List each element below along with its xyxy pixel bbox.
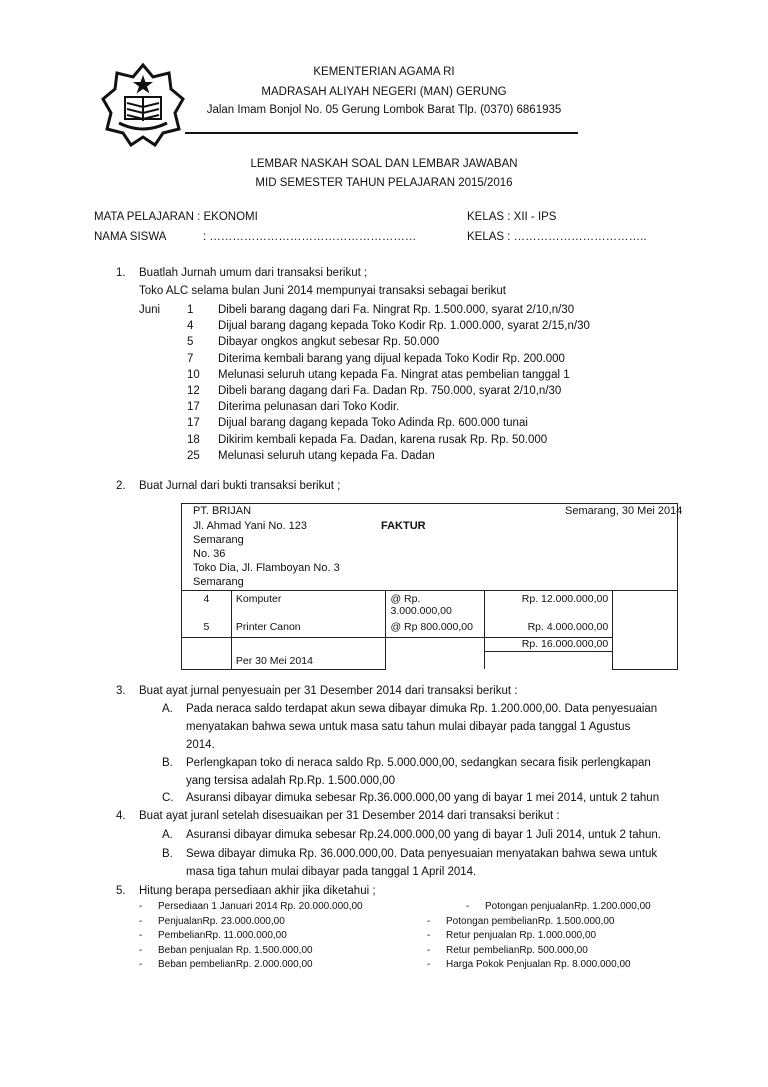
q1-day: 1	[187, 304, 194, 316]
invoice-item: Komputer	[231, 591, 386, 620]
invoice-recipient-city: Semarang	[193, 576, 244, 588]
q3-instruction: Buat ayat jurnal penyesuain per 31 Desember 2014 dari transaksi berikut :	[139, 685, 518, 697]
q3-c-line1: Asuransi dibayar dimuka sebesar Rp.36.000.000,00 yang di bayar 1 mei 2014, untuk 2 tahun	[186, 792, 660, 804]
q1-day: 17	[187, 401, 200, 414]
q3-a-label: A.	[162, 703, 173, 715]
invoice-item: Printer Canon	[231, 619, 386, 637]
q1-context: Toko ALC selama bulan Juni 2014 mempunyai transaksi sebagai berikut	[139, 285, 506, 297]
invoice-footer: Per 30 Mei 2014	[231, 637, 386, 669]
q3-b-line1: Perlengkapan toko di neraca saldo Rp. 5.000.000,00, sedangkan secara fisik perlengkapan	[186, 757, 651, 769]
invoice-qty: 4	[182, 591, 232, 620]
q1-transaction: Dibeli barang dagang dari Fa. Dadan Rp. 750.000, syarat 2/10,n/30	[218, 385, 562, 397]
q1-transaction: Melunasi seluruh utang kepada Fa. Dadan	[218, 449, 435, 462]
invoice-city: Semarang	[193, 534, 244, 546]
q1-month: Juni	[139, 304, 161, 316]
q1-day: 17	[187, 417, 200, 430]
q3-c-label: C.	[162, 792, 174, 804]
q1-transaction: Dibeli barang dagang dari Fa. Ningrat Rp. 1.500.000, syarat 2/10,n/30	[218, 304, 575, 316]
invoice-grand-total: Rp. 16.000.000,00	[485, 637, 613, 651]
q3-a-line2: menyatakan bahwa sewa untuk masa satu tahun mulai dibayar pada tanggal 1 Agustus	[186, 721, 631, 733]
q5-number: 5.	[116, 885, 126, 897]
q5-left-item: PembelianRp. 11.000.000,00	[158, 930, 287, 942]
q1-day: 10	[187, 368, 200, 381]
list-dash: -	[427, 944, 431, 956]
invoice-title: FAKTUR	[381, 520, 426, 532]
q1-number: 1.	[116, 267, 126, 279]
class-label: KELAS : XII - IPS	[467, 211, 557, 223]
student-value: : ………………………………………………	[203, 231, 417, 243]
q3-a-line3: 2014.	[186, 739, 215, 751]
q5-right-item: Harga Pokok Penjualan Rp. 8.000.000,00	[446, 959, 631, 971]
q1-day: 18	[187, 433, 200, 446]
q5-left-item: Persediaan 1 Januari 2014 Rp. 20.000.000,00	[158, 901, 363, 912]
header-school: MADRASAH ALIYAH NEGERI (MAN) GERUNG	[261, 86, 507, 98]
invoice-row	[182, 591, 678, 620]
q1-transaction: Diterima pelunasan dari Toko Kodir.	[218, 401, 400, 414]
q4-number: 4.	[116, 810, 126, 822]
invoice-total: Rp. 4.000.000,00	[485, 619, 613, 637]
invoice-row	[182, 619, 678, 637]
q4-b-line1: Sewa dibayar dimuka Rp. 36.000.000,00. Data penyesuaian menyatakan bahwa sewa untuk	[186, 848, 658, 860]
invoice-qty: 5	[182, 619, 232, 637]
invoice-recipient: Toko Dia, Jl. Flamboyan No. 3	[193, 562, 340, 574]
q5-left-item: PenjualanRp. 23.000.000,00	[158, 915, 285, 927]
q3-b-label: B.	[162, 757, 173, 769]
invoice-price: @ Rp 800.000,00	[386, 619, 485, 637]
header-address: Jalan Imam Bonjol No. 05 Gerung Lombok Barat Tlp. (0370) 6861935	[206, 104, 562, 116]
q1-transaction: Dijual barang dagang kepada Toko Kodir Rp. 1.000.000, syarat 2/15,n/30	[218, 320, 590, 333]
invoice-empty-cell	[485, 651, 613, 669]
invoice-empty-cell	[386, 637, 485, 669]
q1-day: 5	[187, 336, 194, 349]
q5-right-item: Potongan penjualanRp. 1.200.000,00	[485, 901, 651, 912]
q1-transaction: Diterima kembali barang yang dijual kepada Toko Kodir Rp. 200.000	[218, 352, 565, 365]
invoice-address: Jl. Ahmad Yani No. 123	[193, 520, 307, 532]
q3-b-line2: yang tersisa adalah Rp.Rp. 1.500.000,00	[186, 775, 396, 787]
q1-day: 4	[187, 320, 194, 333]
header-ministry: KEMENTERIAN AGAMA RI	[313, 66, 455, 78]
q4-a-label: A.	[162, 829, 173, 841]
q1-day: 12	[187, 385, 200, 397]
list-dash: -	[139, 959, 143, 971]
list-dash: -	[427, 930, 431, 942]
doc-subtitle: MID SEMESTER TAHUN PELAJARAN 2015/2016	[255, 177, 513, 189]
q1-transaction: Dibayar ongkos angkut sebesar Rp. 50.000	[218, 336, 440, 349]
list-dash: -	[427, 959, 431, 971]
q5-right-item: Retur pembelianRp. 500.000,00	[446, 944, 588, 956]
q1-transaction: Dikirim kembali kepada Fa. Dadan, karena rusak Rp. Rp. 50.000	[218, 433, 548, 446]
q2-instruction: Buat Jurnal dari bukti transaksi berikut ;	[139, 480, 341, 492]
list-dash: -	[139, 944, 143, 956]
q5-left-item: Beban penjualan Rp. 1.500.000,00	[158, 944, 313, 956]
q4-instruction: Buat ayat juranl setelah disesuaikan per 31 Desember 2014 dari transaksi berikut :	[139, 810, 560, 822]
q5-left-item: Beban pembelianRp. 2.000.000,00	[158, 959, 313, 971]
q1-day: 25	[187, 449, 200, 462]
list-dash: -	[139, 915, 143, 927]
q5-instruction: Hitung berapa persediaan akhir jika diketahui ;	[139, 885, 376, 897]
invoice-table	[181, 590, 678, 670]
q5-right-item: Potongan pembelianRp. 1.500.000,00	[446, 915, 615, 927]
subject-label: MATA PELAJARAN : EKONOMI	[94, 211, 258, 223]
student-label: NAMA SISWA	[94, 231, 167, 243]
invoice-price: @ Rp. 3.000.000,00	[386, 591, 485, 620]
q2-number: 2.	[116, 480, 126, 492]
q4-a-line1: Asuransi dibayar dimuka sebesar Rp.24.000.000,00 yang di bayar 1 Juli 2014, untuk 2 tahun.	[186, 829, 662, 841]
list-dash: -	[427, 915, 431, 927]
header-rule	[185, 132, 578, 134]
invoice-empty-cell	[182, 637, 232, 669]
q3-a-line1: Pada neraca saldo terdapat akun sewa dibayar dimuka Rp. 1.200.000,00. Data penyesuaian	[186, 703, 658, 715]
list-dash: -	[466, 901, 470, 912]
q3-number: 3.	[116, 685, 126, 697]
q4-b-label: B.	[162, 848, 173, 860]
q5-right-item: Retur penjualan Rp. 1.000.000,00	[446, 930, 597, 942]
q1-transaction: Melunasi seluruh utang kepada Fa. Ningrat atas pembelian tanggal 1	[218, 368, 570, 381]
invoice-grand-row	[182, 637, 678, 651]
q1-day: 7	[187, 352, 194, 365]
q1-transaction: Dijual barang dagang kepada Toko Adinda Rp. 600.000 tunai	[218, 417, 528, 430]
list-dash: -	[139, 930, 143, 942]
list-dash: -	[139, 901, 143, 912]
invoice-company: PT. BRIJAN	[193, 505, 252, 517]
q1-instruction: Buatlah Jurnah umum dari transaksi berikut ;	[139, 267, 368, 279]
invoice-number: No. 36	[193, 548, 226, 560]
doc-title: LEMBAR NASKAH SOAL DAN LEMBAR JAWABAN	[250, 158, 518, 170]
class-blank: KELAS : ……………………………..	[467, 231, 647, 243]
invoice-total: Rp. 12.000.000,00	[485, 591, 613, 620]
invoice-blank-column	[613, 591, 678, 670]
invoice-date: Semarang, 30 Mei 2014	[565, 505, 683, 517]
q4-b-line2: masa tiga tahun mulai dibayar pada tanggal 1 April 2014.	[186, 866, 477, 878]
